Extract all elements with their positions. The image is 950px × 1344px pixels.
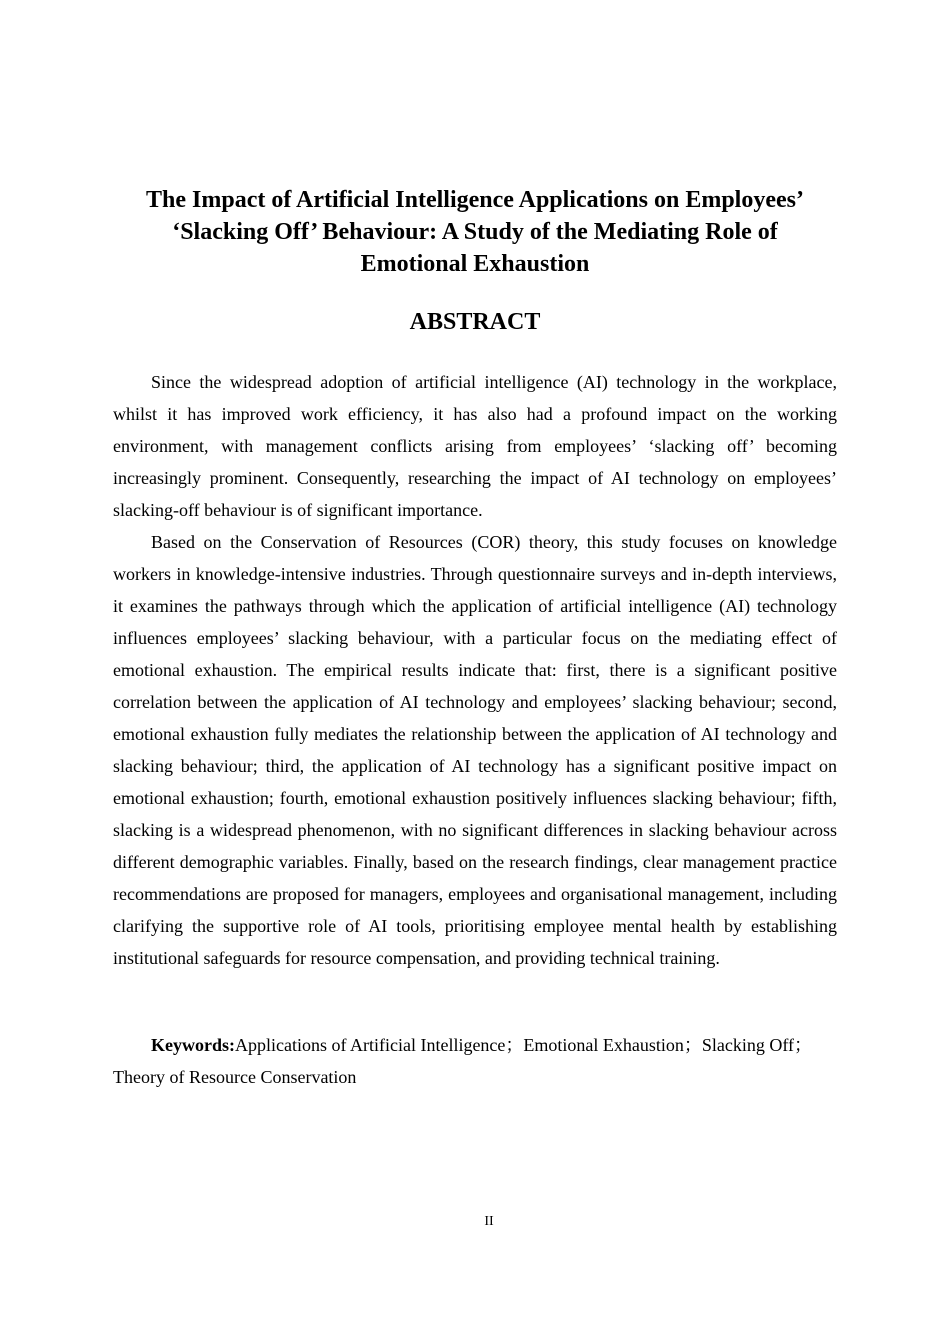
- abstract-heading: ABSTRACT: [409, 309, 541, 335]
- paper-title-line-3: Emotional Exhaustion: [360, 251, 590, 277]
- paper-title-line-1: The Impact of Artificial Intelligence Applications on Employees’: [146, 187, 804, 213]
- abstract-paragraph-1: Since the widespread adoption of artificial intelligence (AI) technology in the workplace, whilst it has improved work efficiency, it has also had a profound impact on the working environment, with management conflicts arising from employees’ ‘slacking off’ becoming increasingly prominent. Consequently, researching the impact of AI technology on employees’ slacking-off behaviour is of significant importance.: [113, 372, 837, 520]
- page-number: II: [484, 1214, 494, 1229]
- paper-title-line-2: ‘Slacking Off’ Behaviour: A Study of the Mediating Role of: [172, 219, 778, 245]
- keywords-label: Keywords:: [151, 1035, 235, 1055]
- keywords-text: Applications of Artificial Intelligence；Emotional Exhaustion；Slacking Off；Theory of Resource Conservation: [113, 1035, 813, 1087]
- abstract-body: [113, 366, 837, 974]
- paper-title: [100, 184, 850, 280]
- keywords-line: [113, 1029, 837, 1093]
- abstract-paragraph-2: Based on the Conservation of Resources (COR) theory, this study focuses on knowledge workers in knowledge-intensive industries. Through questionnaire surveys and in-depth interviews, it examines the pathways through which the application of artificial intelligence (AI) technology influences employees’ slacking behaviour, with a particular focus on the mediating effect of emotional exhaustion. The empirical results indicate that: first, there is a significant positive correlation between the application of AI technology and employees’ slacking behaviour; second, emotional exhaustion fully mediates the relationship between the application of AI technology and slacking behaviour; third, the application of AI technology has a significant positive impact on emotional exhaustion; fourth, emotional exhaustion positively influences slacking behaviour; fifth, slacking is a widespread phenomenon, with no significant differences in slacking behaviour across different demographic variables. Finally, based on the research findings, clear management practice recommendations are proposed for managers, employees and organisational management, including clarifying the supportive role of AI tools, prioritising employee mental health by establishing institutional safeguards for resource compensation, and providing technical training.: [113, 532, 837, 968]
